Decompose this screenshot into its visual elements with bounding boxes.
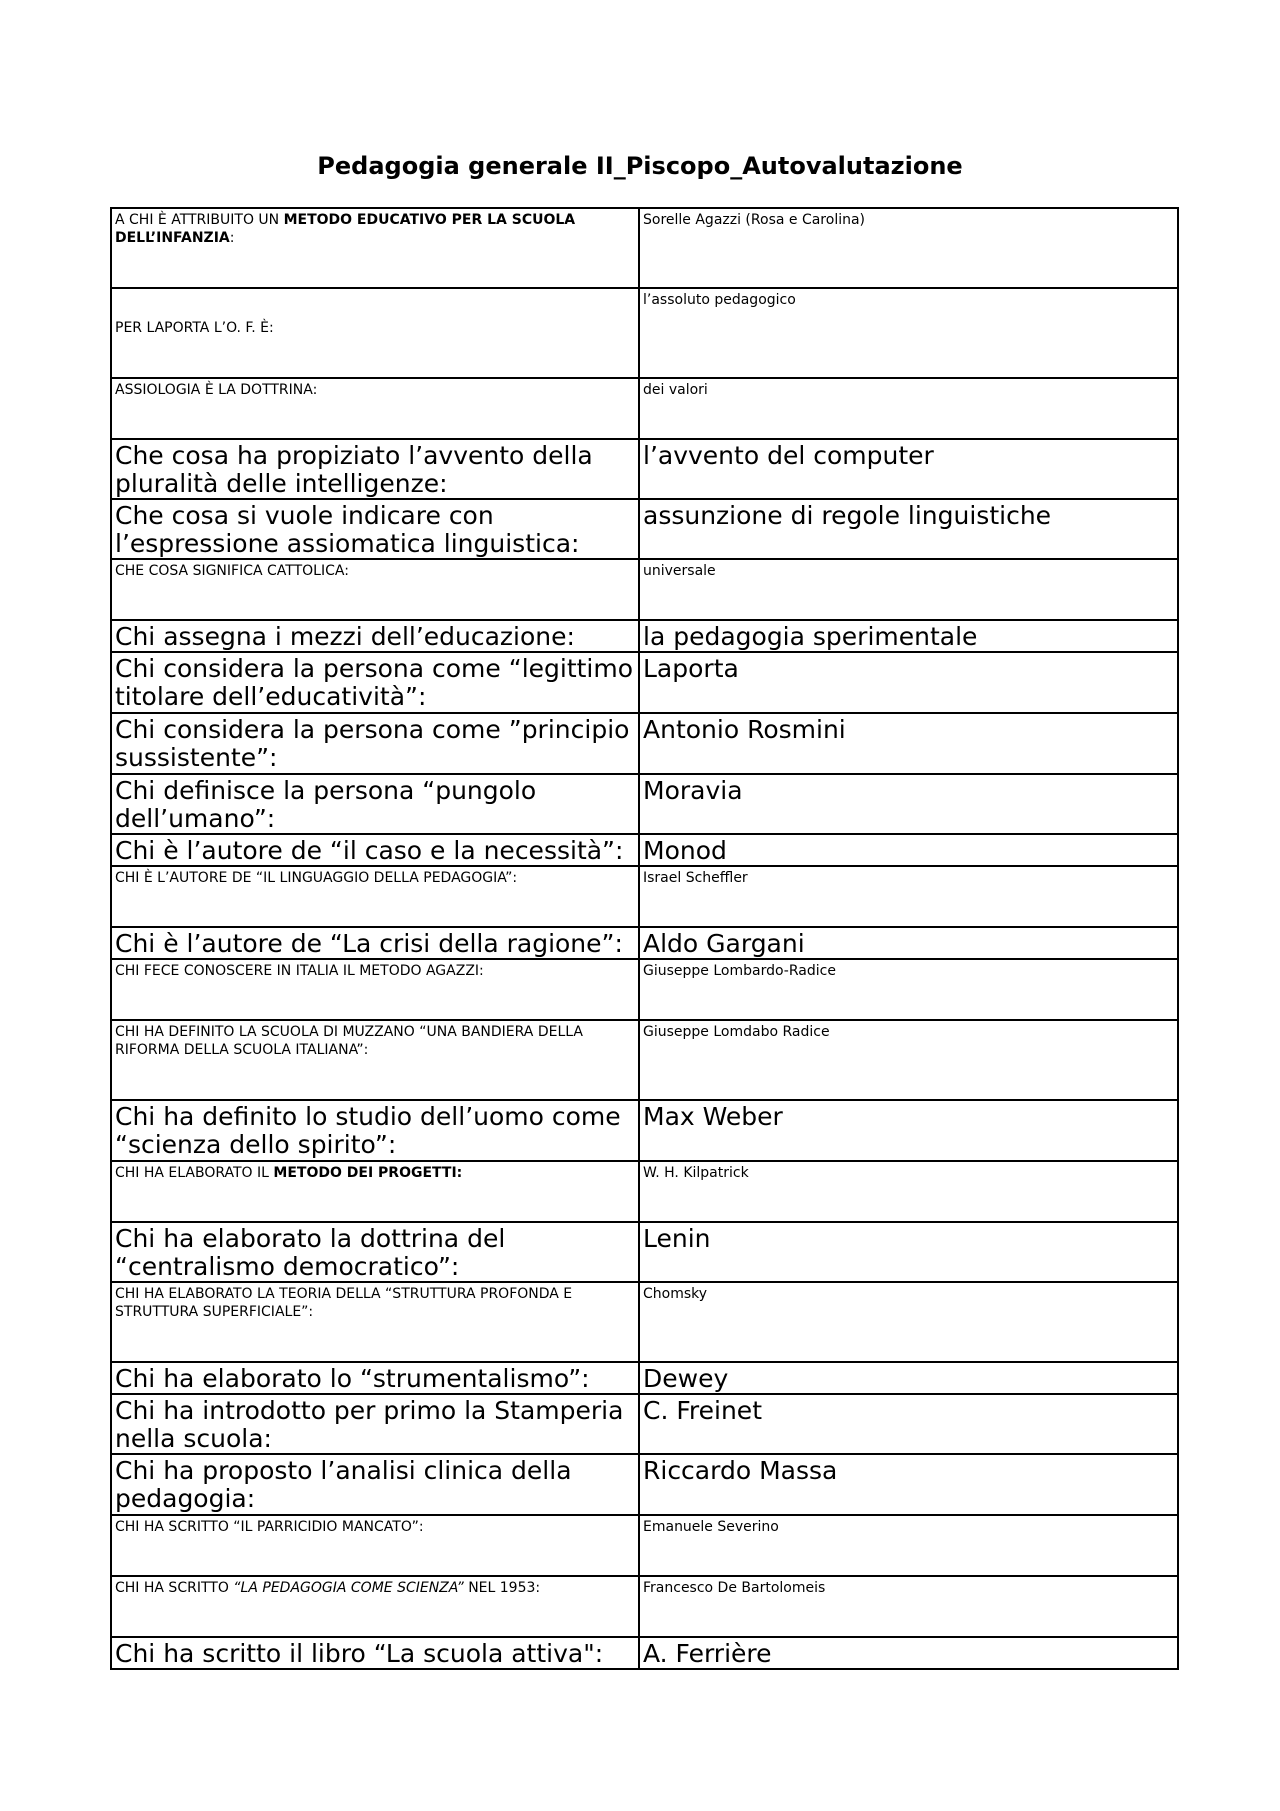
question-cell: Chi è l’autore de “il caso e la necessità”: <box>111 834 639 866</box>
question-cell: CHI HA ELABORATO IL METODO DEI PROGETTI: <box>111 1161 639 1222</box>
question-cell: Chi ha definito lo studio dell’uomo come “scienza dello spirito”: <box>111 1100 639 1161</box>
answer-cell: Francesco De Bartolomeis <box>639 1576 1178 1637</box>
table-row <box>111 1362 1178 1394</box>
answer-cell: Dewey <box>639 1362 1178 1394</box>
table-row <box>111 834 1178 866</box>
table-row <box>111 1282 1178 1362</box>
question-cell: CHI HA DEFINITO LA SCUOLA DI MUZZANO “UNA BANDIERA DELLA RIFORMA DELLA SCUOLA ITALIANA”: <box>111 1020 639 1100</box>
answer-cell: l’avvento del computer <box>639 439 1178 499</box>
table-row <box>111 652 1178 713</box>
table-row <box>111 1394 1178 1454</box>
question-cell: CHI HA ELABORATO LA TEORIA DELLA “STRUTTURA PROFONDA E STRUTTURA SUPERFICIALE”: <box>111 1282 639 1362</box>
question-cell: CHI HA SCRITTO “LA PEDAGOGIA COME SCIENZA” NEL 1953: <box>111 1576 639 1637</box>
table-row <box>111 1161 1178 1222</box>
table-row <box>111 927 1178 959</box>
question-cell: CHI FECE CONOSCERE IN ITALIA IL METODO AGAZZI: <box>111 959 639 1020</box>
question-cell: Chi ha proposto l’analisi clinica della pedagogia: <box>111 1454 639 1515</box>
answer-cell: A. Ferrière <box>639 1637 1178 1669</box>
answer-cell: assunzione di regole linguistiche <box>639 499 1178 559</box>
page-title: Pedagogia generale II_Piscopo_Autovalutazione <box>317 152 963 180</box>
table-row <box>111 1222 1178 1282</box>
table-row <box>111 866 1178 927</box>
answer-cell: l’assoluto pedagogico <box>639 288 1178 378</box>
table-row <box>111 1020 1178 1100</box>
table-row <box>111 378 1178 439</box>
answer-cell: Monod <box>639 834 1178 866</box>
answer-cell: la pedagogia sperimentale <box>639 620 1178 652</box>
question-cell: Che cosa ha propiziato l’avvento della pluralità delle intelligenze: <box>111 439 639 499</box>
question-cell: CHI HA SCRITTO “IL PARRICIDIO MANCATO”: <box>111 1515 639 1576</box>
table-row <box>111 208 1178 288</box>
question-cell: PER LAPORTA L’O. F. È: <box>111 288 639 378</box>
answer-cell: Chomsky <box>639 1282 1178 1362</box>
table-row <box>111 1576 1178 1637</box>
answer-cell: Giuseppe Lombardo-Radice <box>639 959 1178 1020</box>
question-cell: Chi è l’autore de “La crisi della ragione”: <box>111 927 639 959</box>
table-row <box>111 1515 1178 1576</box>
question-cell: Chi considera la persona come “legittimo titolare dell’educatività”: <box>111 652 639 713</box>
table-row <box>111 439 1178 499</box>
table-row <box>111 1454 1178 1515</box>
qa-table <box>110 207 1179 1670</box>
answer-cell: Giuseppe Lomdabo Radice <box>639 1020 1178 1100</box>
answer-cell: Laporta <box>639 652 1178 713</box>
table-row <box>111 499 1178 559</box>
question-cell: CHE COSA SIGNIFICA CATTOLICA: <box>111 559 639 620</box>
table-row <box>111 559 1178 620</box>
table-row <box>111 1637 1178 1669</box>
question-cell: Chi definisce la persona “pungolo dell’umano”: <box>111 774 639 834</box>
answer-cell: C. Freinet <box>639 1394 1178 1454</box>
question-cell: CHI È L’AUTORE DE “IL LINGUAGGIO DELLA PEDAGOGIA”: <box>111 866 639 927</box>
answer-cell: Lenin <box>639 1222 1178 1282</box>
answer-cell: dei valori <box>639 378 1178 439</box>
answer-cell: Riccardo Massa <box>639 1454 1178 1515</box>
table-row <box>111 1100 1178 1161</box>
question-cell: Chi ha introdotto per primo la Stamperia nella scuola: <box>111 1394 639 1454</box>
table-row <box>111 959 1178 1020</box>
answer-cell: Max Weber <box>639 1100 1178 1161</box>
table-row <box>111 774 1178 834</box>
question-cell: Chi considera la persona come ”principio sussistente”: <box>111 713 639 774</box>
answer-cell: universale <box>639 559 1178 620</box>
table-row <box>111 288 1178 378</box>
question-cell: Chi ha elaborato lo “strumentalismo”: <box>111 1362 639 1394</box>
answer-cell: Sorelle Agazzi (Rosa e Carolina) <box>639 208 1178 288</box>
answer-cell: Aldo Gargani <box>639 927 1178 959</box>
table-row <box>111 620 1178 652</box>
answer-cell: Antonio Rosmini <box>639 713 1178 774</box>
question-cell: Che cosa si vuole indicare con l’espressione assiomatica linguistica: <box>111 499 639 559</box>
question-cell: Chi assegna i mezzi dell’educazione: <box>111 620 639 652</box>
answer-cell: Moravia <box>639 774 1178 834</box>
answer-cell: Emanuele Severino <box>639 1515 1178 1576</box>
question-cell: Chi ha scritto il libro “La scuola attiva": <box>111 1637 639 1669</box>
table-row <box>111 713 1178 774</box>
question-cell: ASSIOLOGIA È LA DOTTRINA: <box>111 378 639 439</box>
question-cell: Chi ha elaborato la dottrina del “centralismo democratico”: <box>111 1222 639 1282</box>
answer-cell: Israel Scheffler <box>639 866 1178 927</box>
question-cell: A CHI È ATTRIBUITO UN METODO EDUCATIVO PER LA SCUOLA DELL’INFANZIA: <box>111 208 639 288</box>
answer-cell: W. H. Kilpatrick <box>639 1161 1178 1222</box>
